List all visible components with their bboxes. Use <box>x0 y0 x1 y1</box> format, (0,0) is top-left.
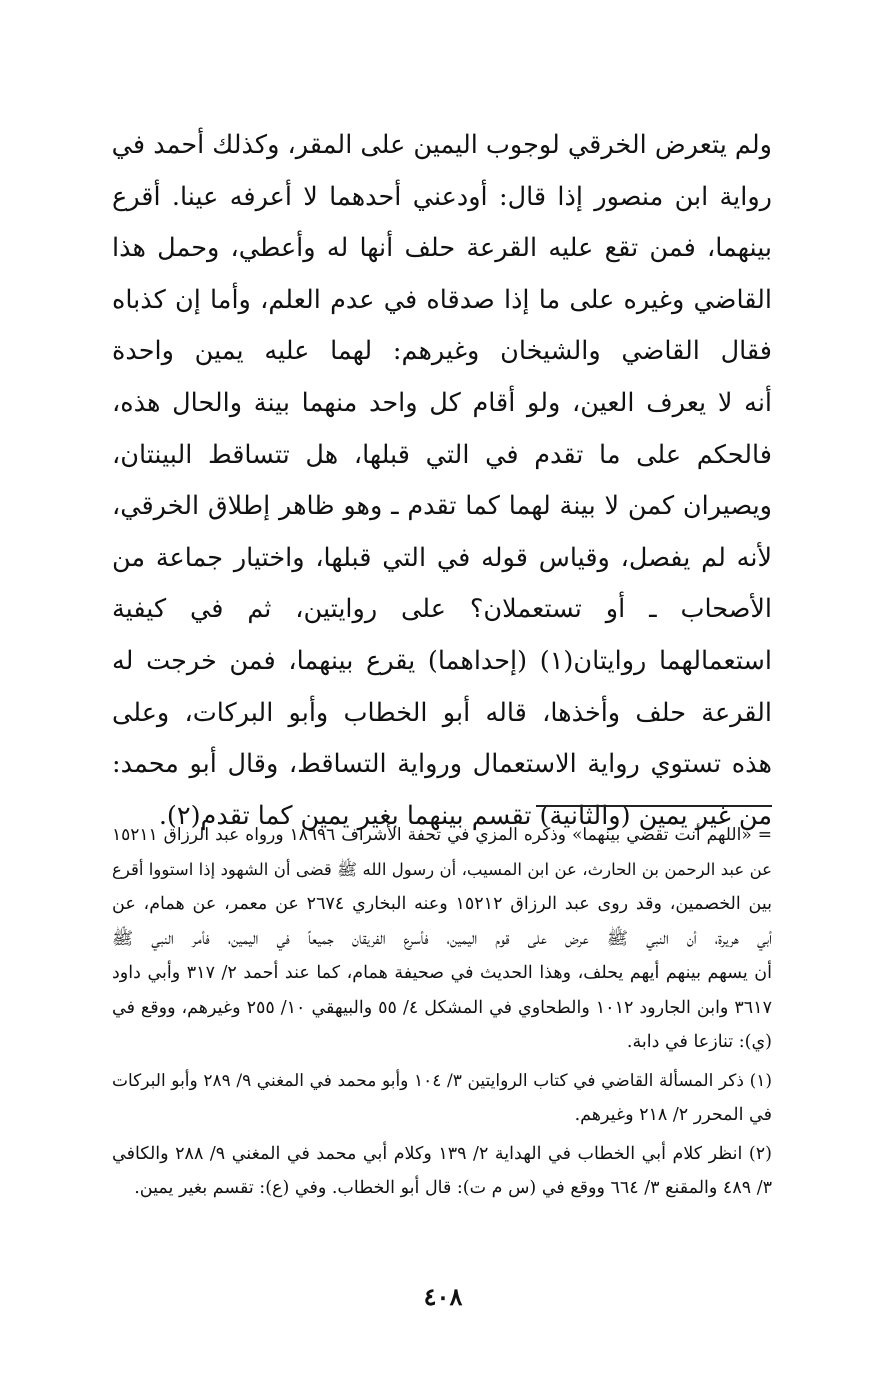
footnote-line: ٣/ ٤٨٩ والمقنع ٣/ ٦٦٤ ووقع في (س م ت): قال أبو الخطاب. وفي (ع): تقسم بغير يمين. <box>134 1178 772 1198</box>
main-text-line: استعمالهما روايتان(١) (إحداهما) يقرع بينهما، فمن خرجت له <box>112 645 772 676</box>
main-text-line: الأصحاب ـ أو تستعملان؟ على روايتين، ثم في كيفية <box>112 594 772 625</box>
footnote-2 <box>112 1137 772 1206</box>
main-text-line: ويصيران كمن لا بينة لهما كما تقدم ـ وهو ظاهر إطلاق الخرقي، <box>112 491 772 522</box>
main-text-line: القاضي وغيره على ما إذا صدقاه في عدم العلم، وأما إن كذباه <box>112 284 772 315</box>
footnote-line: = «اللهم أنت تقضي بينهما» وذكره المزي في تحفة الأشراف ١٨٦٩٦ ورواه عبد الرزاق ١٥٢١١ <box>112 825 772 845</box>
main-text-line: فقال القاضي والشيخان وغيرهم: لهما عليه يمين واحدة <box>112 336 772 367</box>
footnote-line: في المحرر ٢/ ٢١٨ وغيرهم. <box>574 1105 772 1125</box>
footnote-separator <box>536 805 772 807</box>
main-text-line: هذه تستوي رواية الاستعمال ورواية التساقط، وقال أبو محمد: <box>112 749 772 780</box>
footnote-line: أن يسهم بينهم أيهم يحلف، وهذا الحديث في صحيفة همام، كما عند أحمد ٢/ ٣١٧ وأبي داود <box>112 963 772 983</box>
footnote-continuation <box>112 818 772 1060</box>
footnotes <box>112 818 772 1206</box>
footnote-line: (٢) انظر كلام أبي الخطاب في الهداية ٢/ ١٣٩ وكلام أبي محمد في المغني ٩/ ٢٨٨ والكافي <box>112 1143 772 1164</box>
main-text-line: القرعة حلف وأخذها، قاله أبو الخطاب وأبو البركات، وعلى <box>112 697 772 728</box>
footnote-line: عن عبد الرحمن بن الحارث، عن ابن المسيب، أن رسول الله ﷺ قضى أن الشهود إذا استووا أقرع <box>112 859 772 879</box>
main-text <box>112 120 772 842</box>
footnote-line: (ي): تنازعا في دابة. <box>626 1032 772 1052</box>
footnote-line: ٣٦١٧ وابن الجارود ١٠١٢ والطحاوي في المشكل ٤/ ٥٥ والبيهقي ١٠/ ٢٥٥ وغيرهم، ووقع في <box>112 997 772 1018</box>
main-text-line: رواية ابن منصور إذا قال: أودعني أحدهما لا أعرفه عينا. أقرع <box>112 181 772 212</box>
footnote-line: (١) ذكر المسألة القاضي في كتاب الروايتين ٣/ ١٠٤ وأبو محمد في المغني ٩/ ٢٨٩ وأبو البركات <box>112 1070 772 1091</box>
main-text-line: بينهما، فمن تقع عليه القرعة حلف أنها له وأعطي، وحمل هذا <box>112 233 772 264</box>
page-number: ٤٠٨ <box>423 1282 463 1311</box>
main-text-line: أنه لا يعرف العين، ولو أقام كل واحد منهما بينة والحال هذه، <box>112 387 772 418</box>
footnote-line: بين الخصمين، وقد روى عبد الرزاق ١٥٢١٢ وعنه البخاري ٢٦٧٤ عن معمر، عن همام، عن <box>112 894 772 914</box>
main-text-line: ولم يتعرض الخرقي لوجوب اليمين على المقر، وكذلك أحمد في <box>112 130 772 160</box>
footnote-1 <box>112 1064 772 1133</box>
main-text-line: لأنه لم يفصل، وقياس قوله في التي قبلها، واختيار جماعة من <box>112 542 772 573</box>
footnote-line: أبي هريرة، أن النبي ﷺ عرض على قوم اليمين، فأسرع الفريقان جميعاً في اليمين، فأمر النبي ﷺ <box>112 928 772 949</box>
main-text-line: من غير يمين (والثانية) تقسم بينهما بغير يمين كما تقدم(٢). <box>158 800 772 831</box>
main-text-line: فالحكم على ما تقدم في التي قبلها، هل تتساقط البينتان، <box>112 439 772 470</box>
